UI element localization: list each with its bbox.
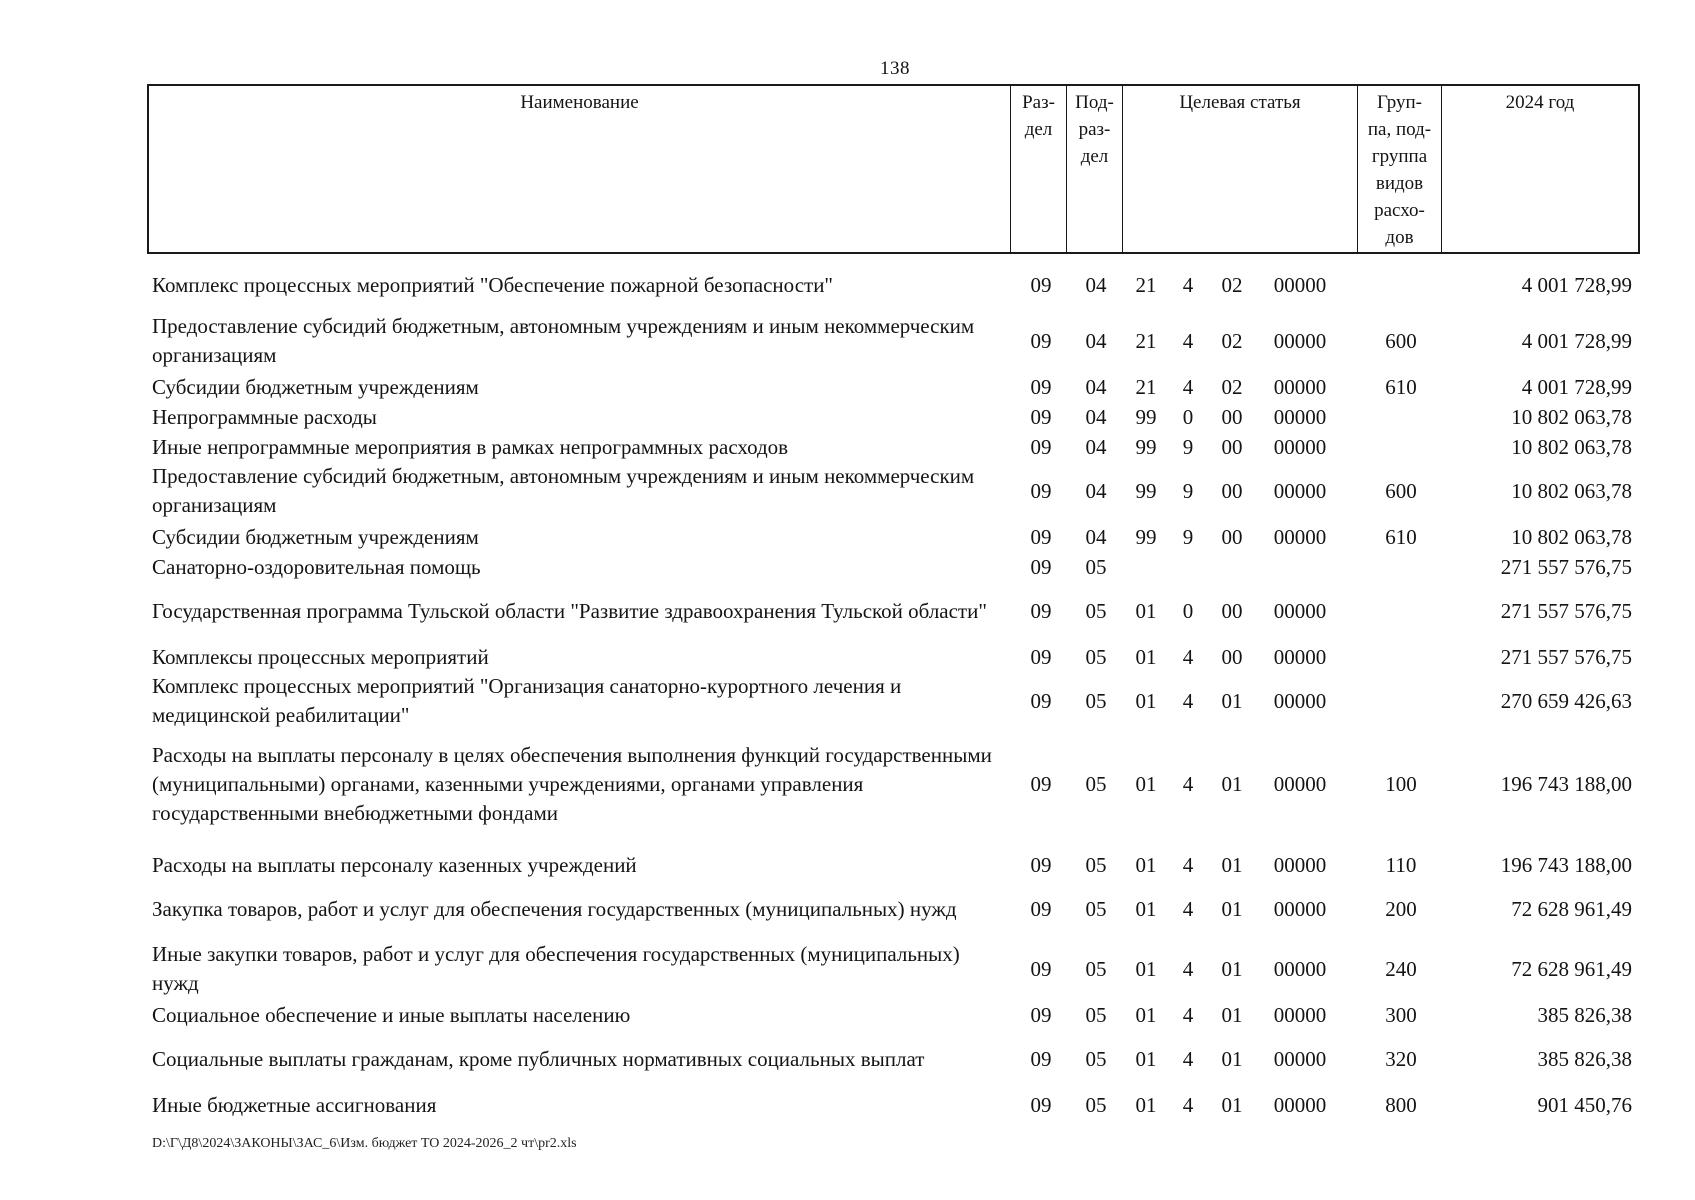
amount-cell: 271 557 576,75	[1500, 554, 1632, 579]
table-row	[0, 642, 1695, 672]
target-direction-cell: 00000	[1273, 852, 1327, 877]
amount-cell: 196 743 188,00	[1500, 771, 1632, 796]
header-expense-group: Груп- па, под- группа видов расхо- дов	[1357, 86, 1441, 252]
table-row	[0, 312, 1695, 370]
amount-cell: 10 802 063,78	[1511, 404, 1632, 429]
row-name: Социальные выплаты гражданам, кроме публичных нормативных социальных выплат	[152, 1046, 925, 1071]
row-name: Санаторно-оздоровительная помощь	[152, 554, 481, 579]
podrazdel-cell: 04	[1085, 524, 1107, 549]
target-program-cell: 01	[1135, 688, 1157, 713]
amount-cell: 385 826,38	[1537, 1046, 1632, 1071]
target-direction-cell: 00000	[1273, 404, 1327, 429]
target-program-cell: 21	[1135, 328, 1157, 353]
podrazdel-cell: 04	[1085, 478, 1107, 503]
target-type-cell: 9	[1182, 478, 1194, 503]
razdel-cell: 09	[1030, 644, 1052, 669]
amount-cell: 10 802 063,78	[1511, 434, 1632, 459]
row-name: Субсидии бюджетным учреждениям	[152, 524, 479, 549]
target-subprogram-cell: 00	[1221, 644, 1243, 669]
target-program-cell: 21	[1135, 272, 1157, 297]
razdel-cell: 09	[1030, 272, 1052, 297]
table-row	[0, 402, 1695, 432]
table-row	[0, 582, 1695, 640]
podrazdel-cell: 05	[1085, 852, 1107, 877]
expense-group-cell: 100	[1385, 771, 1417, 796]
target-program-cell: 01	[1135, 771, 1157, 796]
razdel-cell: 09	[1030, 688, 1052, 713]
expense-group-cell: 200	[1385, 896, 1417, 921]
amount-cell: 901 450,76	[1537, 1092, 1632, 1117]
table-row	[0, 672, 1695, 730]
row-name: Предоставление субсидий бюджетным, автономным учреждениям и иным некоммерческим организациям	[152, 464, 975, 517]
expense-group-cell: 320	[1385, 1046, 1417, 1071]
target-subprogram-cell: 01	[1221, 956, 1243, 981]
target-direction-cell: 00000	[1273, 644, 1327, 669]
target-type-cell: 4	[1182, 956, 1194, 981]
target-direction-cell: 00000	[1273, 328, 1327, 353]
target-type-cell: 4	[1182, 328, 1194, 353]
target-direction-cell: 00000	[1273, 1046, 1327, 1071]
expense-group-cell: 610	[1385, 374, 1417, 399]
target-subprogram-cell: 01	[1221, 688, 1243, 713]
target-subprogram-cell: 00	[1221, 478, 1243, 503]
target-type-cell: 4	[1182, 688, 1194, 713]
table-row	[0, 270, 1695, 300]
razdel-cell: 09	[1030, 852, 1052, 877]
amount-cell: 4 001 728,99	[1521, 272, 1632, 297]
target-subprogram-cell: 01	[1221, 1046, 1243, 1071]
target-subprogram-cell: 01	[1221, 771, 1243, 796]
amount-cell: 4 001 728,99	[1521, 374, 1632, 399]
target-direction-cell: 00000	[1273, 688, 1327, 713]
row-name: Комплексы процессных мероприятий	[152, 644, 489, 669]
razdel-cell: 09	[1030, 1002, 1052, 1027]
expense-group-cell: 110	[1385, 852, 1417, 877]
target-type-cell: 4	[1182, 1002, 1194, 1027]
target-direction-cell: 00000	[1273, 1002, 1327, 1027]
header-razdel: Раз- дел	[1010, 86, 1066, 252]
row-name: Предоставление субсидий бюджетным, автономным учреждениям и иным некоммерческим организациям	[152, 314, 975, 367]
header-target-article: Целевая статья	[1122, 86, 1357, 252]
expense-group-cell: 240	[1385, 956, 1417, 981]
target-subprogram-cell: 02	[1221, 328, 1243, 353]
target-direction-cell: 00000	[1273, 771, 1327, 796]
amount-cell: 72 628 961,49	[1511, 896, 1632, 921]
target-program-cell: 99	[1135, 478, 1157, 503]
podrazdel-cell: 04	[1085, 328, 1107, 353]
row-name: Непрограммные расходы	[152, 404, 377, 429]
razdel-cell: 09	[1030, 404, 1052, 429]
podrazdel-cell: 05	[1085, 1046, 1107, 1071]
razdel-cell: 09	[1030, 554, 1052, 579]
table-row	[0, 432, 1695, 462]
razdel-cell: 09	[1030, 598, 1052, 623]
target-program-cell: 01	[1135, 598, 1157, 623]
row-name: Государственная программа Тульской области "Развитие здравоохранения Тульской области"	[152, 598, 987, 623]
row-name: Иные закупки товаров, работ и услуг для обеспечения государственных (муниципальных) нужд	[152, 942, 960, 995]
podrazdel-cell: 04	[1085, 272, 1107, 297]
target-program-cell: 99	[1135, 404, 1157, 429]
razdel-cell: 09	[1030, 771, 1052, 796]
target-subprogram-cell: 00	[1221, 434, 1243, 459]
row-name: Социальное обеспечение и иные выплаты населению	[152, 1002, 631, 1027]
table-row	[0, 522, 1695, 552]
podrazdel-cell: 05	[1085, 688, 1107, 713]
target-type-cell: 9	[1182, 434, 1194, 459]
target-type-cell: 0	[1182, 404, 1194, 429]
podrazdel-cell: 04	[1085, 434, 1107, 459]
target-direction-cell: 00000	[1273, 598, 1327, 623]
row-name: Комплекс процессных мероприятий "Обеспечение пожарной безопасности"	[152, 272, 834, 297]
expense-group-cell: 610	[1385, 524, 1417, 549]
target-direction-cell: 00000	[1273, 524, 1327, 549]
target-type-cell: 9	[1182, 524, 1194, 549]
target-direction-cell: 00000	[1273, 896, 1327, 921]
podrazdel-cell: 05	[1085, 598, 1107, 623]
expense-group-cell: 300	[1385, 1002, 1417, 1027]
target-type-cell: 4	[1182, 1092, 1194, 1117]
target-program-cell	[1125, 552, 1167, 582]
razdel-cell: 09	[1030, 896, 1052, 921]
target-direction-cell	[1260, 552, 1340, 582]
table-row	[0, 740, 1695, 828]
target-program-cell: 21	[1135, 374, 1157, 399]
target-type-cell: 0	[1182, 598, 1194, 623]
table-row	[0, 372, 1695, 402]
target-program-cell: 99	[1135, 434, 1157, 459]
target-program-cell: 99	[1135, 524, 1157, 549]
amount-cell: 196 743 188,00	[1500, 852, 1632, 877]
target-program-cell: 01	[1135, 896, 1157, 921]
target-type-cell: 4	[1182, 374, 1194, 399]
row-name: Расходы на выплаты персоналу в целях обеспечения выполнения функций государственными (муниципальными) органами, казенными учреждениями, органами управления государственными внебюджетными фондами	[152, 742, 992, 825]
target-subprogram-cell: 02	[1221, 374, 1243, 399]
target-type-cell: 4	[1182, 896, 1194, 921]
table-row	[0, 1090, 1695, 1120]
razdel-cell: 09	[1030, 956, 1052, 981]
row-name: Иные бюджетные ассигнования	[152, 1092, 437, 1117]
amount-cell: 271 557 576,75	[1500, 644, 1632, 669]
target-type-cell: 4	[1182, 272, 1194, 297]
target-direction-cell: 00000	[1273, 272, 1327, 297]
target-subprogram-cell: 00	[1221, 524, 1243, 549]
target-type-cell: 4	[1182, 1046, 1194, 1071]
target-program-cell: 01	[1135, 644, 1157, 669]
target-subprogram-cell	[1212, 552, 1252, 582]
target-direction-cell: 00000	[1273, 1092, 1327, 1117]
table-row	[0, 1000, 1695, 1030]
razdel-cell: 09	[1030, 434, 1052, 459]
razdel-cell: 09	[1030, 524, 1052, 549]
target-type-cell: 4	[1182, 644, 1194, 669]
target-program-cell: 01	[1135, 1046, 1157, 1071]
target-direction-cell: 00000	[1273, 434, 1327, 459]
target-type-cell	[1173, 552, 1203, 582]
row-name: Комплекс процессных мероприятий "Организация санаторно-курортного лечения и медицинской реабилитации"	[152, 674, 902, 727]
target-subprogram-cell: 02	[1221, 272, 1243, 297]
expense-group-cell: 600	[1385, 328, 1417, 353]
podrazdel-cell: 05	[1085, 956, 1107, 981]
target-program-cell: 01	[1135, 852, 1157, 877]
file-path-footer: D:\Г\Д8\2024\ЗАКОНЫ\ЗАС_6\Изм. бюджет ТО 2024-2026_2 чт\pr2.xls	[152, 1136, 577, 1151]
target-program-cell: 01	[1135, 956, 1157, 981]
podrazdel-cell: 04	[1085, 404, 1107, 429]
amount-cell: 270 659 426,63	[1500, 688, 1632, 713]
podrazdel-cell: 05	[1085, 771, 1107, 796]
razdel-cell: 09	[1030, 374, 1052, 399]
table-row	[0, 850, 1695, 880]
podrazdel-cell: 05	[1085, 1092, 1107, 1117]
table-row	[0, 462, 1695, 520]
podrazdel-cell: 05	[1085, 896, 1107, 921]
podrazdel-cell: 04	[1085, 374, 1107, 399]
target-direction-cell: 00000	[1273, 478, 1327, 503]
expense-group-cell: 600	[1385, 478, 1417, 503]
podrazdel-cell: 05	[1085, 554, 1107, 579]
amount-cell: 271 557 576,75	[1500, 598, 1632, 623]
header-podrazdel: Под- раз- дел	[1066, 86, 1122, 252]
podrazdel-cell: 05	[1085, 644, 1107, 669]
amount-cell: 10 802 063,78	[1511, 478, 1632, 503]
target-subprogram-cell: 00	[1221, 404, 1243, 429]
table-row	[0, 552, 1695, 582]
target-subprogram-cell: 01	[1221, 896, 1243, 921]
podrazdel-cell: 05	[1085, 1002, 1107, 1027]
amount-cell: 72 628 961,49	[1511, 956, 1632, 981]
row-name: Закупка товаров, работ и услуг для обеспечения государственных (муниципальных) нужд	[152, 896, 957, 921]
amount-cell: 10 802 063,78	[1511, 524, 1632, 549]
header-year: 2024 год	[1441, 86, 1638, 252]
target-type-cell: 4	[1182, 771, 1194, 796]
razdel-cell: 09	[1030, 478, 1052, 503]
target-program-cell: 01	[1135, 1092, 1157, 1117]
expense-group-cell: 800	[1385, 1092, 1417, 1117]
target-direction-cell: 00000	[1273, 956, 1327, 981]
row-name: Иные непрограммные мероприятия в рамках непрограммных расходов	[152, 434, 789, 459]
row-name: Субсидии бюджетным учреждениям	[152, 374, 479, 399]
target-subprogram-cell: 01	[1221, 1092, 1243, 1117]
target-program-cell: 01	[1135, 1002, 1157, 1027]
razdel-cell: 09	[1030, 1046, 1052, 1071]
page-number: 138	[880, 58, 910, 79]
table-row	[0, 1030, 1695, 1088]
header-name: Наименование	[520, 92, 639, 113]
razdel-cell: 09	[1030, 328, 1052, 353]
amount-cell: 385 826,38	[1537, 1002, 1632, 1027]
row-name: Расходы на выплаты персоналу казенных учреждений	[152, 852, 637, 877]
target-subprogram-cell: 01	[1221, 1002, 1243, 1027]
table-row	[0, 940, 1695, 998]
table-row	[0, 880, 1695, 938]
amount-cell: 4 001 728,99	[1521, 328, 1632, 353]
target-direction-cell: 00000	[1273, 374, 1327, 399]
target-subprogram-cell: 01	[1221, 852, 1243, 877]
target-type-cell: 4	[1182, 852, 1194, 877]
razdel-cell: 09	[1030, 1092, 1052, 1117]
target-subprogram-cell: 00	[1221, 598, 1243, 623]
